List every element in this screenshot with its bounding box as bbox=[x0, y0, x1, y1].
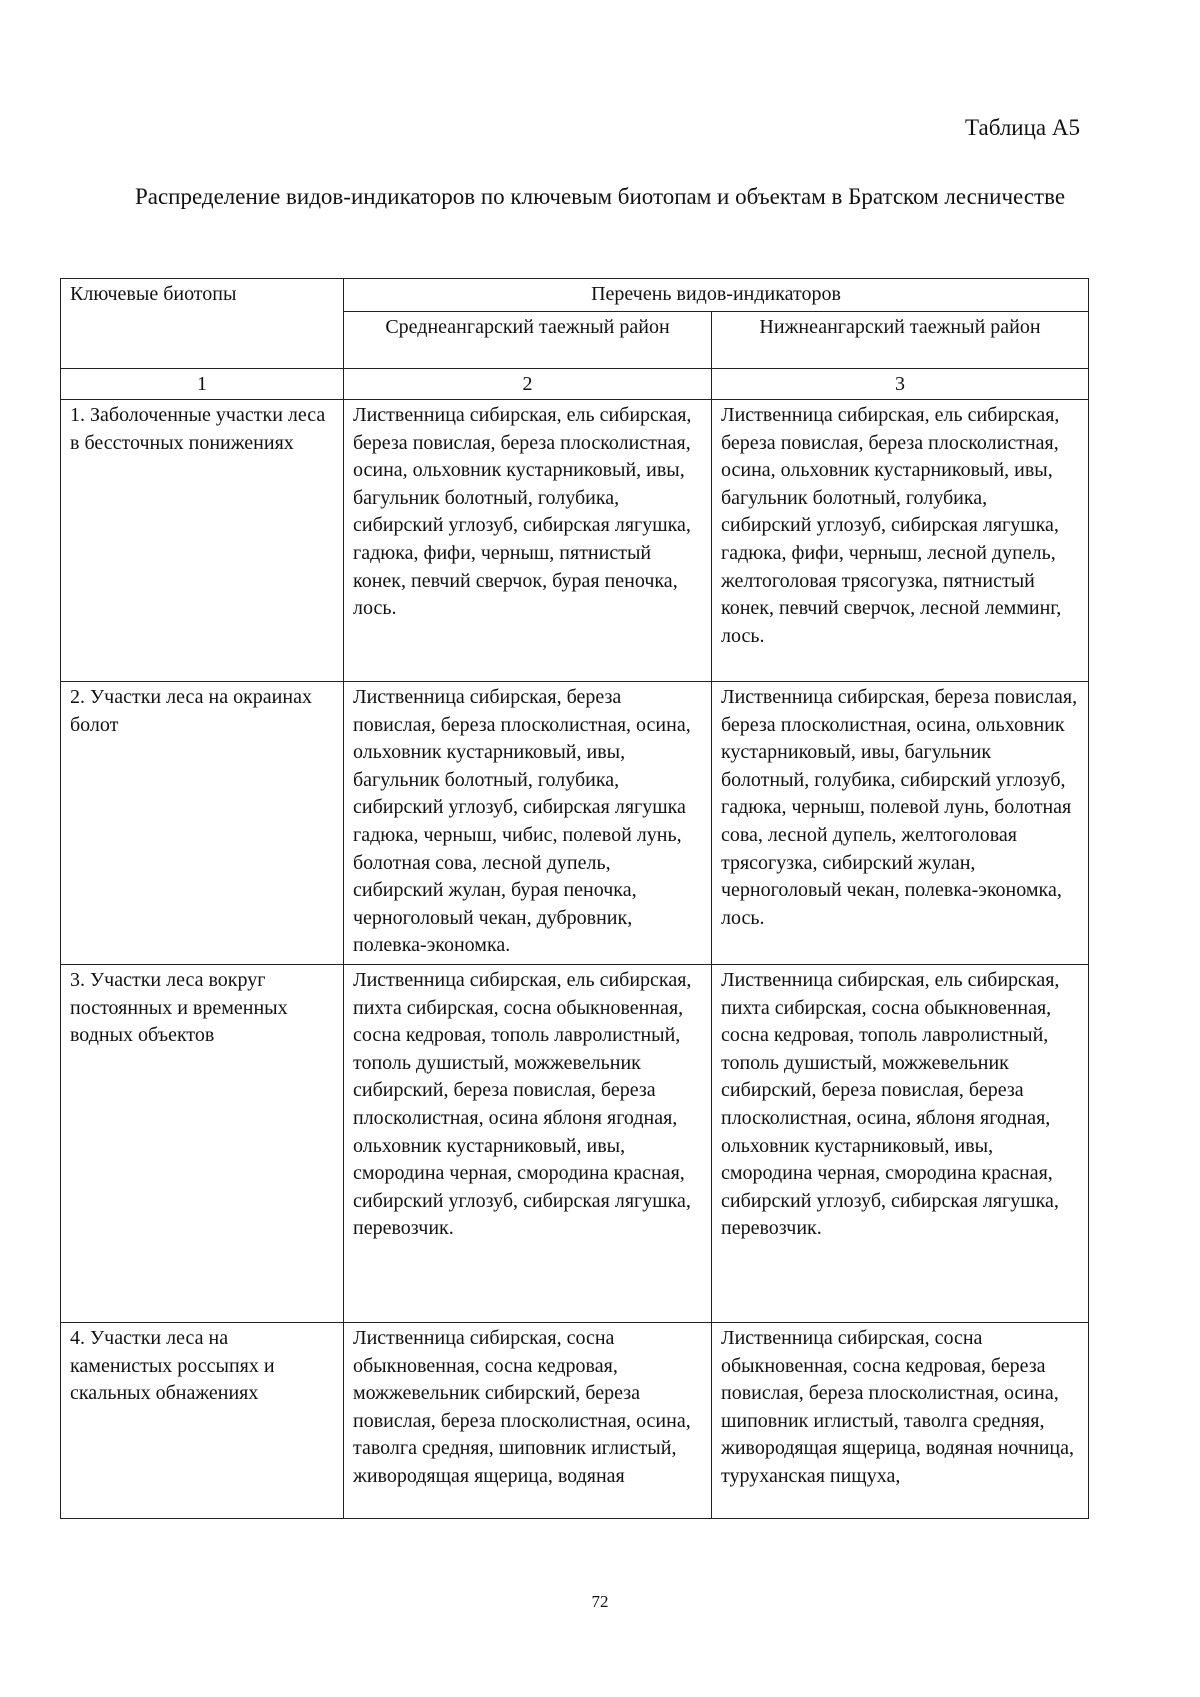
table-row bbox=[61, 965, 1089, 1323]
page-number: 72 bbox=[591, 1592, 609, 1611]
header-key-biotopes: Ключевые биотопы bbox=[61, 279, 344, 369]
header-indicator-species: Перечень видов-индикаторов bbox=[344, 279, 1089, 312]
column-number: 2 bbox=[344, 369, 712, 400]
column-number: 1 bbox=[61, 369, 344, 400]
table-row bbox=[61, 1323, 1089, 1519]
table-row bbox=[61, 400, 1089, 682]
table-row bbox=[61, 682, 1089, 965]
column-number: 3 bbox=[712, 369, 1089, 400]
middle-angara-cell: Лиственница сибирская, сосна обыкновенная, сосна кедровая, можжевельник сибирский, береза повислая, береза плосколистная, осина, таволга средняя, шиповник иглистый, живородящая ящерица, водяная bbox=[344, 1323, 712, 1519]
lower-angara-cell: Лиственница сибирская, ель сибирская, береза повислая, береза плосколистная, осина, ольховник кустарниковый, ивы, багульник болотный, голубика, сибирский углозуб, сибирская лягушка, гадюка, фифи, черныш, лесной дупель, желтоголовая трясогузка, пятнистый конек, певчий сверчок, лесной лемминг, лось. bbox=[712, 400, 1089, 682]
middle-angara-cell: Лиственница сибирская, ель сибирская, береза повислая, береза плосколистная, осина, ольховник кустарниковый, ивы, багульник болотный, голубика, сибирский углозуб, сибирская лягушка, гадюка, фифи, черныш, пятнистый конек, певчий сверчок, бурая пеночка, лось. bbox=[344, 400, 712, 682]
header-lower-angara: Нижнеангарский таежный район bbox=[712, 312, 1089, 369]
document-title: Распределение видов-индикаторов по ключевым биотопам и объектам в Братском лесничестве bbox=[134, 184, 1066, 209]
middle-angara-cell: Лиственница сибирская, береза повислая, береза плосколистная, осина, ольховник кустарниковый, ивы, багульник болотный, голубика, сибирский углозуб, сибирская лягушка гадюка, черныш, чибис, полевой лунь, болотная сова, лесной дупель, сибирский жулан, бурая пеночка, черноголовый чекан, дубровник, полевка-экономка. bbox=[344, 682, 712, 965]
biotope-cell: 4. Участки леса на каменистых россыпях и скальных обнажениях bbox=[61, 1323, 344, 1519]
column-number-row bbox=[61, 369, 1089, 400]
biotope-cell: 2. Участки леса на окраинах болот bbox=[61, 682, 344, 965]
table-label: Таблица А5 bbox=[965, 115, 1080, 140]
lower-angara-cell: Лиственница сибирская, береза повислая, береза плосколистная, осина, ольховник кустарниковый, ивы, багульник болотный, голубика, сибирский углозуб, гадюка, черныш, полевой лунь, болотная сова, лесной дупель, желтоголовая трясогузка, сибирский жулан, черноголовый чекан, полевка-экономка, лось. bbox=[712, 682, 1089, 965]
lower-angara-cell: Лиственница сибирская, ель сибирская, пихта сибирская, сосна обыкновенная, сосна кедровая, тополь лавролистный, тополь душистый, можжевельник сибирский, береза повислая, береза плосколистная, осина, яблоня ягодная, ольховник кустарниковый, ивы, смородина черная, смородина красная, сибирский углозуб, сибирская лягушка, перевозчик. bbox=[712, 965, 1089, 1323]
lower-angara-cell: Лиственница сибирская, сосна обыкновенная, сосна кедровая, береза повислая, береза плосколистная, осина, шиповник иглистый, таволга средняя, живородящая ящерица, водяная ночница, туруханская пищуха, bbox=[712, 1323, 1089, 1519]
indicator-species-table bbox=[60, 278, 1089, 1519]
biotope-cell: 1. Заболоченные участки леса в бессточных понижениях bbox=[61, 400, 344, 682]
biotope-cell: 3. Участки леса вокруг постоянных и временных водных объектов bbox=[61, 965, 344, 1323]
header-middle-angara: Среднеангарский таежный район bbox=[344, 312, 712, 369]
header-row bbox=[61, 279, 1089, 312]
middle-angara-cell: Лиственница сибирская, ель сибирская, пихта сибирская, сосна обыкновенная, сосна кедровая, тополь лавролистный, тополь душистый, можжевельник сибирский, береза повислая, береза плосколистная, осина яблоня ягодная, ольховник кустарниковый, ивы, смородина черная, смородина красная, сибирский углозуб, сибирская лягушка, перевозчик. bbox=[344, 965, 712, 1323]
